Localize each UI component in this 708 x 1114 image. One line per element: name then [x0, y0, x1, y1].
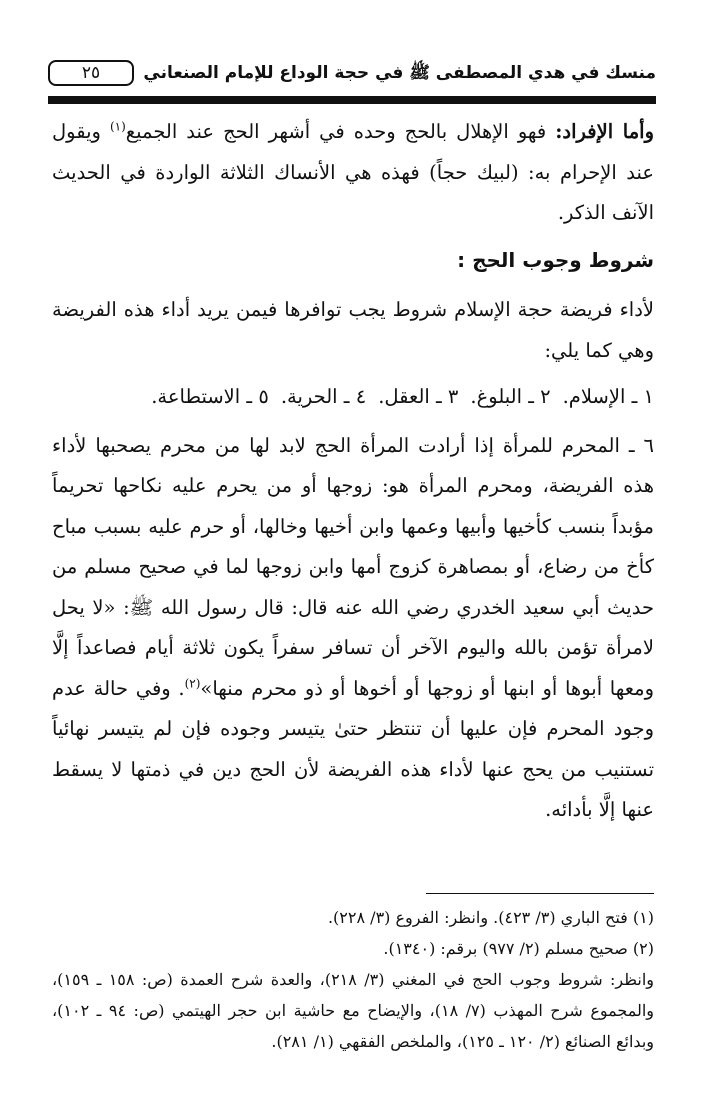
footnote-2-continued: وانظر: شروط وجوب الحج في المغني (٣/ ٢١٨)، والعدة شرح العمدة (ص: ١٥٨ ـ ١٥٩)، والمجموع شرح المهذب (٧/ ١٨)، والإيضاح مع حاشية ابن حجر الهيتمي (ص: ٩٤ ـ ١٠٢)، وبدائع الصنائع (٢/ ١٢٠ ـ ١٢٥)، والملخص الفقهي (١/ ٢٨١).: [52, 970, 655, 1051]
footnote-ref-2[interactable]: (٢): [184, 676, 201, 690]
condition-item: ١ ـ الإسلام.: [562, 385, 654, 408]
header-rule: [48, 96, 656, 104]
page-number: ٢٥: [48, 60, 134, 86]
paragraph-lead: وأما الإفراد:: [555, 120, 654, 143]
paragraph-mahram: [52, 426, 654, 831]
paragraph-text-cont: ويقول عند الإحرام به: (لبيك حجاً) فهذه هي الأنساك الثلاثة الواردة في الحديث الآنف الذكر.: [52, 120, 654, 224]
paragraph-text: ٦ ـ المحرم للمرأة إذا أرادت المرأة الحج لابد لها من محرم يصحبها لأداء هذه الفريضة، ومحرم المرأة هو: زوجها أو من يحرم عليه نكاحها تحريماً مؤبداً بنسب كأخيها وأبيها وعمها وابن أخيها وخالها، أو حرم عليه بسبب مباح كأخ من رضاع، أو بمصاهرة كزوج أمها وابن زوجها لما في صحيح مسلم من حديث أبي سعيد الخدري رضي الله عنه قال: قال رسول الله ﷺ: «لا يحل لامرأة تؤمن بالله واليوم الآخر أن تسافر سفراً يكون ثلاثة أيام فصاعداً إلَّا ومعها أبوها أو ابنها أو زوجها أو أخوها أو ذو محرم منها»: [52, 433, 654, 700]
section-heading: شروط وجوب الحج :: [457, 247, 654, 272]
page-header: [48, 56, 656, 96]
footnotes: [52, 902, 654, 1057]
paragraph-ifrad: [52, 112, 654, 234]
condition-item: ٤ ـ الحرية.: [280, 385, 367, 408]
paragraph-conditions-intro: لأداء فريضة حجة الإسلام شروط يجب توافرها فيمن يريد أداء هذه الفريضة وهي كما يلي:: [52, 298, 654, 362]
conditions-list: [52, 377, 654, 418]
footnote-2: (٢) صحيح مسلم (٢/ ٩٧٧) برقم: (١٣٤٠).: [383, 939, 654, 958]
condition-item: ٢ ـ البلوغ.: [470, 385, 551, 408]
running-title: منسك في هدي المصطفى ﷺ في حجة الوداع للإمام الصنعاني: [143, 63, 656, 83]
condition-item: ٥ ـ الاستطاعة.: [151, 385, 269, 408]
paragraph-text: فهو الإهلال بالحج وحده في أشهر الحج عند الجميع: [125, 120, 556, 143]
footnote-rule: [426, 893, 654, 894]
footnote-ref-1[interactable]: (١): [109, 119, 126, 134]
main-text: [52, 112, 654, 831]
paragraph-text-cont: . وفي حالة عدم وجود المحرم فإن عليها أن تنتظر حتىٰ يتيسر وجوده فإن لم يتيسر نهائياً تستنيب من يحج عنها لأداء هذه الفريضة لأن الحج دين في ذمتها لا يسقط عنها إلَّا بأدائه.: [52, 676, 654, 821]
condition-item: ٣ ـ العقل.: [378, 385, 459, 408]
footnote-1: (١) فتح الباري (٣/ ٤٢٣). وانظر: الفروع (٣/ ٢٢٨).: [327, 908, 654, 927]
